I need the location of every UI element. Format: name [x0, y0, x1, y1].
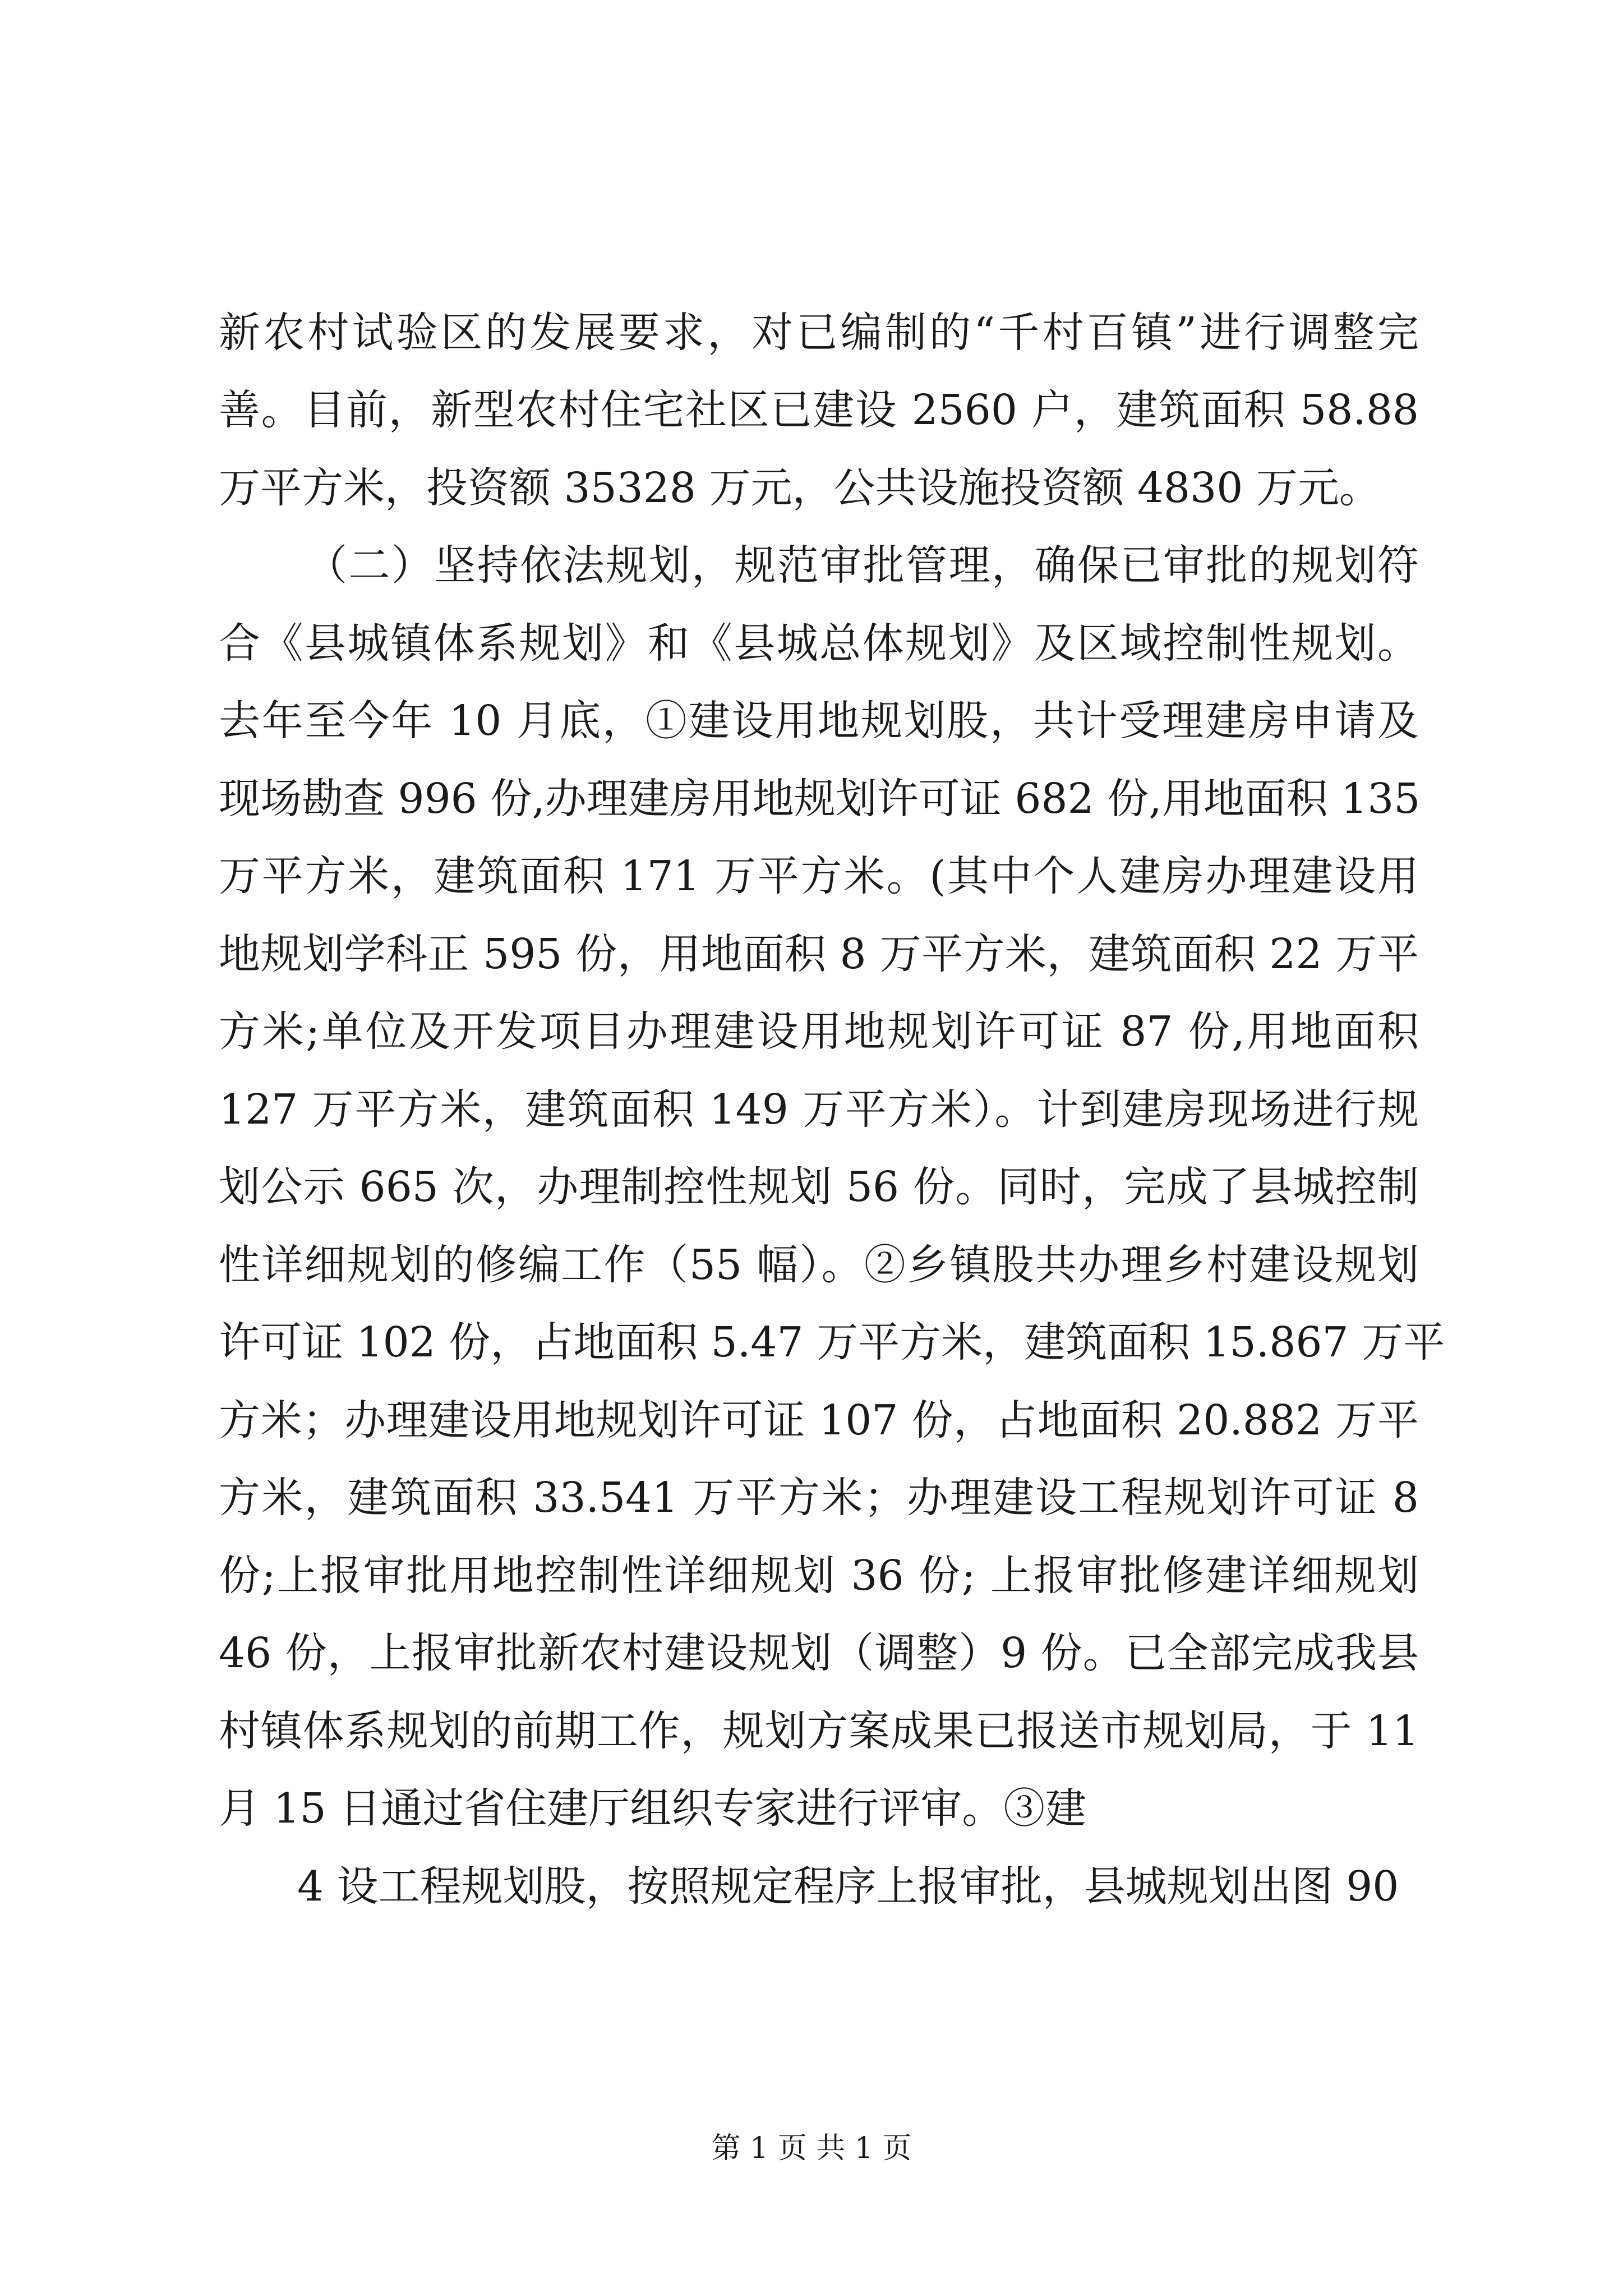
text-line-4: （二）坚持依法规划，规范审批管理，确保已审批的规划符	[306, 541, 1419, 590]
text-line-10: 方米;单位及开发项目办理建设用地规划许可证 87 份,用地面积	[219, 1007, 1419, 1056]
text-line-14: 许可证 102 份，占地面积 5.47 万平方米，建筑面积 15.867 万平	[219, 1318, 1445, 1366]
text-line-2: 善。目前，新型农村住宅社区已建设 2560 户，建筑面积 58.88	[219, 386, 1419, 434]
text-line-11: 127 万平方米，建筑面积 149 万平方米）。计到建房现场进行规	[219, 1085, 1419, 1134]
text-line-6: 去年至今年 10 月底，①建设用地规划股，共计受理建房申请及	[219, 697, 1419, 745]
text-line-15: 方米；办理建设用地规划许可证 107 份，占地面积 20.882 万平	[219, 1396, 1419, 1444]
text-line-18: 46 份，上报审批新农村建设规划（调整）9 份。已全部完成我县	[219, 1629, 1419, 1677]
text-line-17: 份;上报审批用地控制性详细规划 36 份; 上报审批修建详细规划	[219, 1552, 1419, 1600]
text-line-13: 性详细规划的修编工作（55 幅）。②乡镇股共办理乡村建设规划	[219, 1241, 1419, 1289]
text-line-16: 方米，建筑面积 33.541 万平方米；办理建设工程规划许可证 8	[219, 1474, 1419, 1522]
text-line-1: 新农村试验区的发展要求，对已编制的“千村百镇”进行调整完	[219, 309, 1419, 357]
text-line-20: 月 15 日通过省住建厅组织专家进行评审。③建	[219, 1784, 1087, 1833]
text-line-8: 万平方米，建筑面积 171 万平方米。(其中个人建房办理建设用	[219, 852, 1419, 900]
page-footer: 第 1 页 共 1 页	[711, 2132, 912, 2165]
text-line-9: 地规划学科正 595 份，用地面积 8 万平方米，建筑面积 22 万平	[219, 930, 1419, 978]
text-line-5: 合《县城镇体系规划》和《县城总体规划》及区域控制性规划。	[219, 619, 1419, 668]
text-line-19: 村镇体系规划的前期工作，规划方案成果已报送市规划局，于 11	[219, 1707, 1419, 1755]
text-line-7: 现场勘查 996 份,办理建房用地规划许可证 682 份,用地面积 135	[219, 775, 1421, 823]
text-line-12: 划公示 665 次，办理制控性规划 56 份。同时，完成了县城控制	[219, 1163, 1419, 1211]
text-line-21: 4 设工程规划股，按照规定程序上报审批，县城规划出图 90	[297, 1862, 1399, 1911]
text-line-3: 万平方米，投资额 35328 万元，公共设施投资额 4830 万元。	[219, 464, 1381, 512]
